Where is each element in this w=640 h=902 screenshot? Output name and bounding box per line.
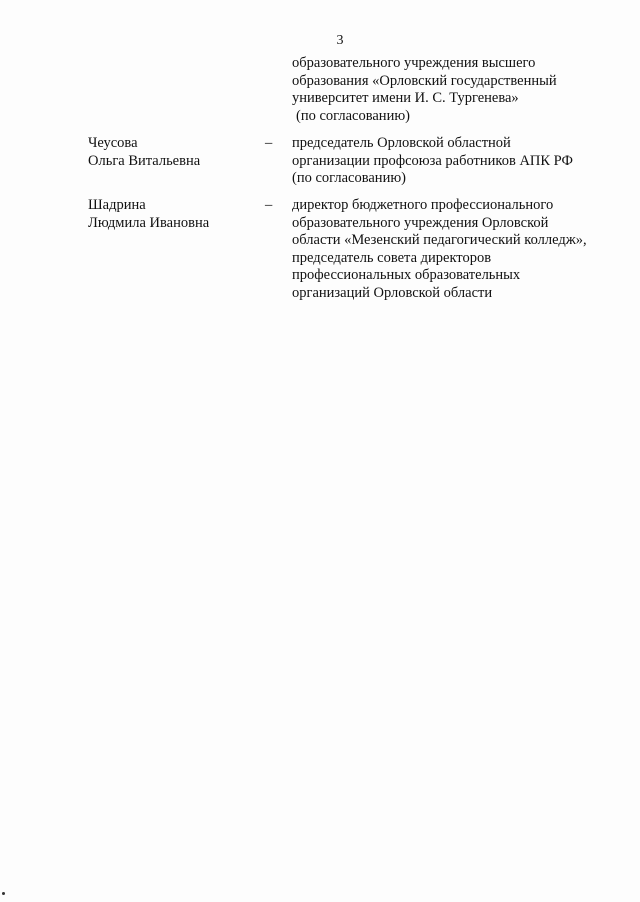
scan-artifact xyxy=(2,892,5,895)
description-line: (по согласованию) xyxy=(296,107,410,124)
member-description xyxy=(292,55,632,125)
description-line: образовательного учреждения Орловской xyxy=(292,214,549,231)
member-surname: Чеусова xyxy=(88,135,138,151)
description-line: председатель Орловской областной xyxy=(292,135,511,151)
description-line: председатель совета директоров xyxy=(292,249,492,266)
separator-dash: – xyxy=(265,135,273,151)
description-line: профессиональных образовательных xyxy=(292,267,521,283)
member-surname: Шадрина xyxy=(88,197,146,213)
description-line: университет имени И. С. Тургенева» xyxy=(292,90,519,106)
description-line: области «Мезенский педагогический колледж», xyxy=(292,232,587,248)
description-line: образования «Орловский государственный xyxy=(292,72,557,89)
description-line: организаций Орловской области xyxy=(292,284,493,301)
description-line: (по согласованию) xyxy=(292,170,406,186)
description-line: образовательного учреждения высшего xyxy=(292,55,536,71)
member-description xyxy=(292,135,632,188)
separator-dash: – xyxy=(265,197,273,213)
page-number: 3 xyxy=(336,33,344,48)
description-line: организации профсоюза работников АПК РФ xyxy=(292,152,573,169)
member-name xyxy=(88,197,258,232)
member-name xyxy=(88,135,258,170)
description-line: директор бюджетного профессионального xyxy=(292,197,554,213)
member-description xyxy=(292,197,632,302)
member-given-names: Людмила Ивановна xyxy=(88,214,210,231)
member-given-names: Ольга Витальевна xyxy=(88,152,201,169)
